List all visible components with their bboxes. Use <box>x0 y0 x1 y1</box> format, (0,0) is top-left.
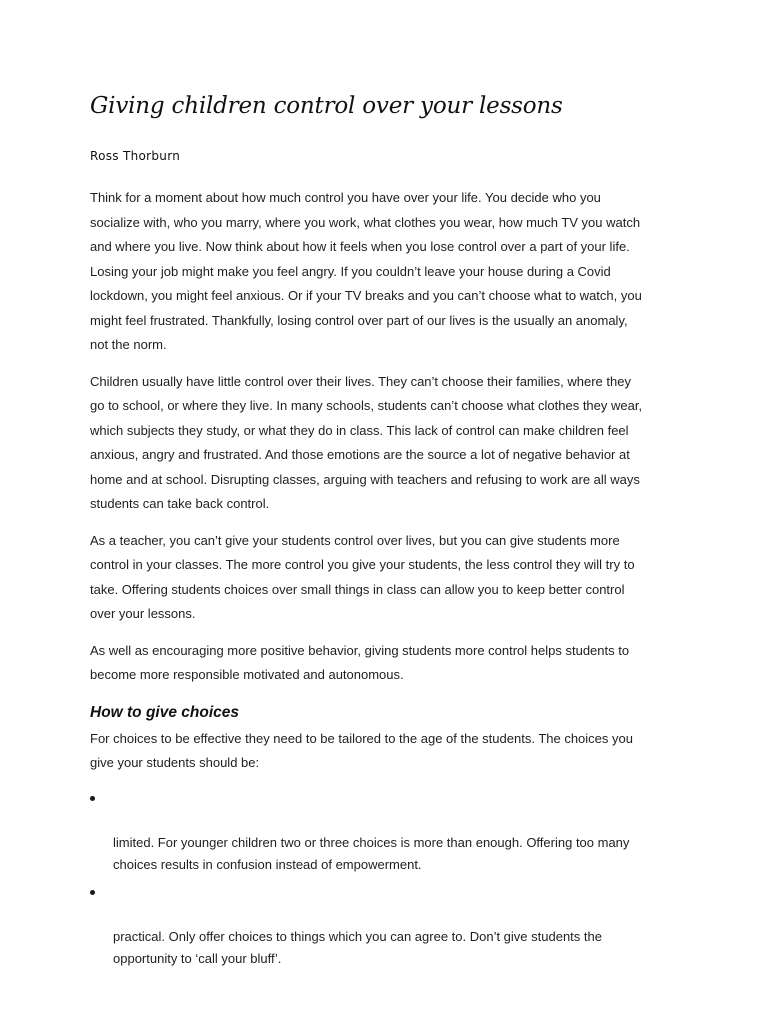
bullet-list <box>90 787 690 971</box>
section-heading: How to give choices <box>90 703 240 721</box>
section-intro: For choices to be effective they need to be tailored to the age of the students. The choices you give your students should be: <box>90 730 633 770</box>
paragraph: As well as encouraging more positive behavior, giving students more control helps students to become more responsible motivated and autonomous. <box>90 642 630 682</box>
bullet-dot-icon <box>90 796 95 801</box>
bullet-item <box>90 881 690 971</box>
article-author: Ross Thorburn <box>90 149 181 163</box>
article-title: Giving children control over your lessons <box>90 93 563 119</box>
paragraph: Children usually have little control over their lives. They can’t choose their families, where they go to school, or where they live. In many schools, students can’t choose what clothes they wear, which subjects they study, or what they do in class. This lack of control can make children feel anxious, angry and frustrated. And those emotions are the source a lot of negative behavior at home and at school. Disrupting classes, arguing with teachers and refusing to work are all ways students can take back control. <box>90 373 643 511</box>
paragraph: As a teacher, you can’t give your students control over lives, but you can give students more control in your classes. The more control you give your students, the less control they will try to take. Offering students choices over small things in class can allow you to keep better control over your lessons. <box>90 532 635 621</box>
bullet-text: practical. Only offer choices to things which you can agree to. Don’t give students the opportunity to ‘call your bluff’. <box>113 928 602 966</box>
paragraph: Think for a moment about how much control you have over your life. You decide who you socialize with, who you marry, where you work, what clothes you wear, how much TV you watch and where you live. Now think about how it feels when you lose control over a part of your life. Losing your job might make you feel angry. If you couldn’t leave your house during a Covid lockdown, you might feel anxious. Or if your TV breaks and you can’t choose what to watch, you might feel frustrated. Thankfully, losing control over part of our lives is the usually an anomaly, not the norm. <box>90 190 642 352</box>
bullet-item <box>90 787 690 877</box>
article-body <box>90 90 690 971</box>
bullet-text: limited. For younger children two or three choices is more than enough. Offering too many choices results in confusion instead of empowerment. <box>113 834 630 872</box>
bullet-dot-icon <box>90 890 95 895</box>
